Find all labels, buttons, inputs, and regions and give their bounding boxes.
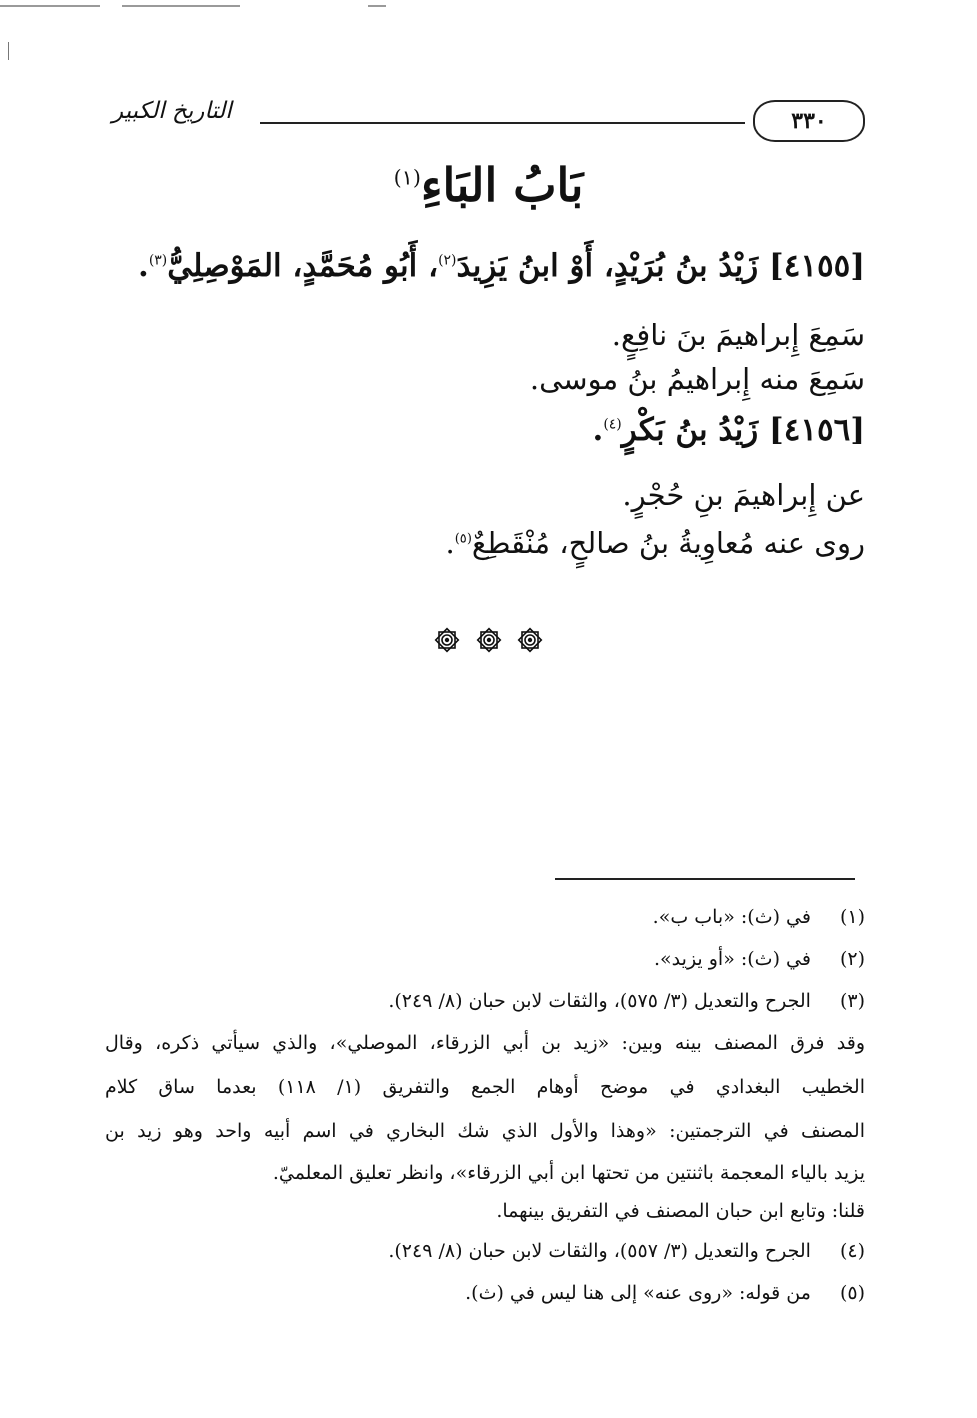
- footnote-marker: (١): [393, 165, 421, 190]
- entry-line: سَمِعَ منه إِبراهيمُ بنُ موسى.: [529, 362, 865, 396]
- entry-heading-4156: [593, 412, 865, 448]
- floral-ornament-icon: [475, 626, 503, 654]
- footnote-3-continuation: الخطيب البغدادي في موضح أوهام الجمع والتفريق (١/ ١١٨) بعدما ساق كلام: [105, 1076, 865, 1098]
- footnote-3: [105, 992, 865, 1011]
- footnote-3-continuation: المصنف في الترجمتين: «وهذا والأول الذي شك البخاري في اسم أبيه واحد وهو زيد بن: [105, 1120, 865, 1142]
- entry-text: [٤١٥٥] زَيْدُ بنُ بُرَيْدٍ، أَوْ ابنُ يَزِيدَ: [456, 248, 865, 284]
- scan-edge-left: [8, 42, 9, 60]
- running-title: التاريخ الكبير: [112, 98, 232, 124]
- footnote-1: [105, 908, 865, 927]
- footnote-marker: (٣): [148, 252, 168, 269]
- footnote-text: في (ث): «باب ب».: [652, 906, 811, 928]
- page-number: ٣٣٠: [753, 100, 865, 142]
- footnote-3-continuation: وقد فرق المصنف بينه وبين: «زيد بن أبي الزرقاء، الموصلي»، والذي سيأتي ذكره، وقال: [105, 1032, 865, 1054]
- scan-mark: [368, 5, 386, 7]
- footnote-text: الجرح والتعديل (٣/ ٥٧٥)، والثقات لابن حبان (٨/ ٢٤٩).: [388, 990, 811, 1012]
- footnote-marker: (٢): [438, 252, 457, 269]
- entry-text: .: [592, 412, 604, 448]
- footnote-5: [105, 1284, 865, 1303]
- entry-line: سَمِعَ إِبراهيمَ بنَ نافِعٍ.: [611, 318, 865, 352]
- section-ornaments: [0, 626, 977, 658]
- scan-edge-top: [0, 0, 977, 14]
- footnote-text: الجرح والتعديل (٣/ ٥٥٧)، والثقات لابن حبان (٨/ ٢٤٩).: [388, 1240, 811, 1262]
- entry-line: [445, 526, 865, 560]
- footnote-number: (٣): [839, 990, 865, 1012]
- footnote-number: (٤): [839, 1240, 865, 1262]
- footnote-marker: (٥): [454, 531, 472, 547]
- scan-mark: [0, 5, 100, 7]
- floral-ornament-icon: [516, 626, 544, 654]
- footnote-4: [105, 1242, 865, 1261]
- entry-text: ، أَبُو مُحَمَّدٍ، المَوْصِلِيُّ: [167, 248, 439, 284]
- footnote-marker: (٤): [603, 416, 622, 433]
- entry-text: روى عنه مُعاوِيةُ بنُ صالحٍ، مُنْقَطِعٌ: [471, 526, 865, 560]
- entry-text: [٤١٥٦] زَيْدُ بنُ بَكْرٍ: [621, 412, 865, 448]
- chapter-title: [0, 158, 977, 212]
- footnote-text: من قوله: «روى عنه» إلى هنا ليس في (ث).: [465, 1282, 811, 1304]
- entry-line: عن إِبراهيمَ بنِ حُجْرٍ.: [622, 478, 865, 512]
- entry-heading-4155: [138, 248, 865, 284]
- floral-ornament-icon: [433, 626, 461, 654]
- footnote-number: (١): [839, 906, 865, 928]
- entry-text: .: [445, 526, 455, 560]
- footnote-text: في (ث): «أو يزيد».: [654, 948, 811, 970]
- footnote-3-continuation: قلنا: وتابع ابن حبان المصنف في التفريق بينهما.: [496, 1200, 865, 1222]
- footnote-number: (٢): [839, 948, 865, 970]
- footnote-separator: [555, 878, 855, 880]
- header-rule: [260, 122, 745, 124]
- footnote-2: [105, 950, 865, 969]
- chapter-title-text: بَابُ البَاءِ: [420, 158, 584, 212]
- scan-mark: [122, 5, 240, 7]
- entry-text: .: [138, 248, 149, 284]
- page-header: [112, 96, 867, 144]
- footnote-number: (٥): [839, 1282, 865, 1304]
- footnote-3-continuation: يزيد بالياء المعجمة باثنتين من تحتها ابن أبي الزرقاء»، وانظر تعليق المعلميّ.: [272, 1162, 865, 1184]
